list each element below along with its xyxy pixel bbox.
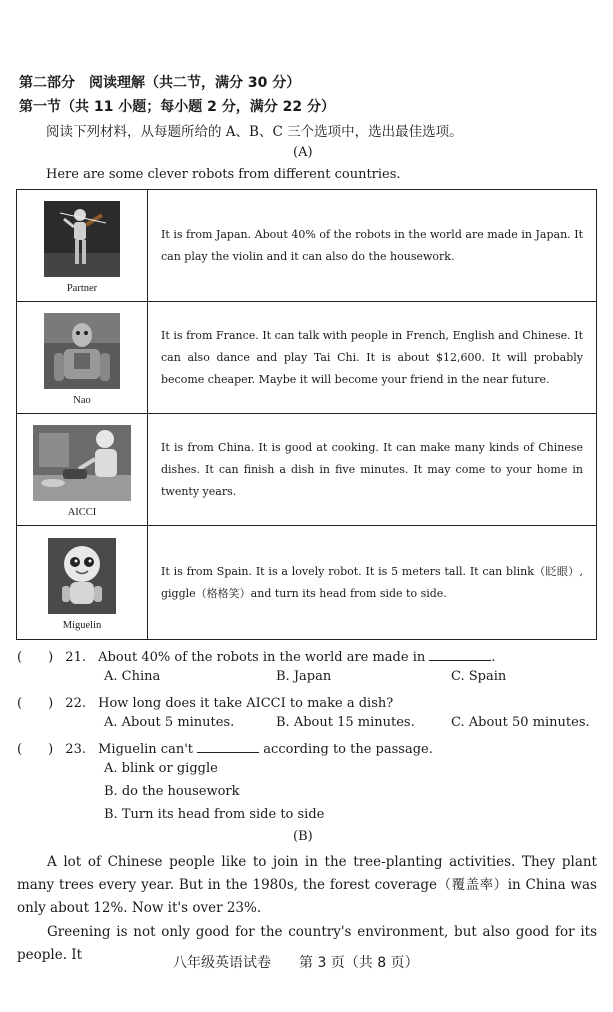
answer-bracket[interactable]: ( ) — [17, 650, 54, 665]
robot-name: Miguelin — [62, 620, 102, 631]
answer-blank — [197, 740, 259, 753]
passage-a-label: (A) — [293, 145, 313, 160]
question-stem-end: according to the passage. — [263, 742, 433, 757]
violin-robot-photo-icon — [44, 201, 120, 277]
robot-name: Nao — [73, 395, 91, 406]
answer-blank — [429, 648, 491, 661]
robot-description: It is from France. It can talk with people in French, English and Chinese. It can also dance and play Tai Chi. It is about $12,600. It will probably become cheaper. Maybe it will become your friend in the near future. — [148, 302, 597, 414]
robot-image-cell — [17, 302, 148, 414]
answer-bracket[interactable]: ( ) — [17, 742, 54, 757]
option-b[interactable]: B. do the housework — [104, 784, 240, 799]
robot-description: It is from Japan. About 40% of the robots in the world are made in Japan. It can play the violin and it can also do the housework. — [148, 190, 597, 302]
question-stem-end: . — [491, 650, 496, 665]
question-number: 21. — [65, 650, 86, 665]
option-c[interactable]: C. About 50 minutes. — [451, 715, 590, 730]
robot-description: It is from China. It is good at cooking. It can make many kinds of Chinese dishes. It can finish a dish in five minutes. It may come to your home in twenty years. — [148, 414, 597, 526]
question-21 — [17, 646, 496, 665]
instructions: 阅读下列材料，从每题所给的 A、B、C 三个选项中，选出最佳选项。 — [46, 124, 463, 140]
cooking-robot-photo-icon — [33, 425, 131, 501]
option-b[interactable]: B. About 15 minutes. — [276, 715, 415, 730]
option-b[interactable]: B. Japan — [276, 669, 332, 684]
section-heading: 第一节（共 11 小题；每小题 2 分，满分 22 分） — [19, 99, 335, 115]
passage-a-intro: Here are some clever robots from different countries. — [46, 167, 401, 182]
answer-bracket[interactable]: ( ) — [17, 696, 54, 711]
option-a[interactable]: A. China — [104, 669, 161, 684]
question-number: 23. — [65, 742, 86, 757]
table-row — [17, 414, 597, 526]
passage-b-label: (B) — [293, 829, 313, 844]
option-c[interactable]: C. Spain — [451, 669, 507, 684]
robot-image-cell — [17, 414, 148, 526]
page-footer: 八年级英语试卷 第 3 页（共 8 页） — [173, 955, 419, 971]
question-22 — [17, 692, 393, 711]
robot-image-cell — [17, 190, 148, 302]
robots-table — [16, 189, 597, 640]
table-row — [17, 190, 597, 302]
option-a[interactable]: A. blink or giggle — [104, 761, 218, 776]
question-stem: How long does it take AICCI to make a dish? — [98, 696, 394, 711]
cute-robot-photo-icon — [48, 538, 116, 614]
robot-name: Partner — [66, 283, 98, 294]
passage-b-paragraph-2: Greening is not only good for the country's environment, but also good for its people. It — [17, 924, 597, 963]
robot-name: AICCI — [67, 507, 97, 518]
option-a[interactable]: A. About 5 minutes. — [104, 715, 235, 730]
question-stem: About 40% of the robots in the world are made in — [98, 650, 426, 665]
passage-b-paragraph-1: A lot of Chinese people like to join in the tree-planting activities. They plant many trees every year. But in the 1980s, the forest coverage（覆盖率）in China was only about 12%. Now it's over 23%. — [17, 854, 597, 916]
part-heading: 第二部分 阅读理解（共二节，满分 30 分） — [19, 75, 301, 91]
question-stem: Miguelin can't — [98, 742, 194, 757]
robot-description: It is from Spain. It is a lovely robot. It is 5 meters tall. It can blink（眨眼）, giggle（格格笑）and turn its head from side to side. — [148, 526, 597, 640]
table-row — [17, 526, 597, 640]
robot-image-cell — [17, 526, 148, 640]
table-row — [17, 302, 597, 414]
option-c[interactable]: B. Turn its head from side to side — [104, 807, 325, 822]
humanoid-robot-photo-icon — [44, 313, 120, 389]
question-23 — [17, 738, 433, 757]
question-number: 22. — [65, 696, 86, 711]
